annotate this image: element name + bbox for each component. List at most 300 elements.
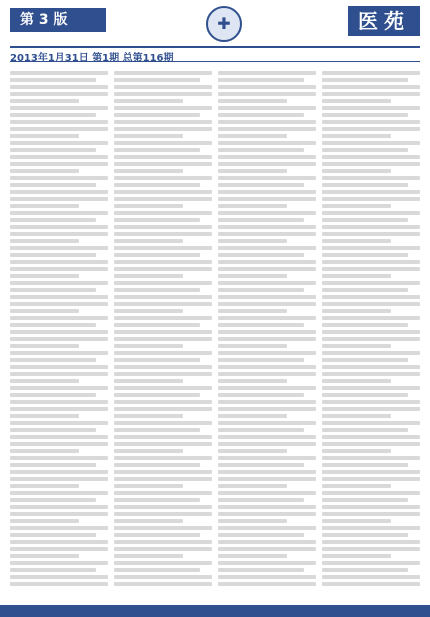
text-line-placeholder	[322, 316, 420, 320]
text-line-placeholder	[218, 274, 287, 278]
text-line-placeholder	[218, 232, 316, 236]
text-line-placeholder	[10, 435, 108, 439]
text-line-placeholder	[10, 463, 96, 467]
text-line-placeholder	[114, 169, 183, 173]
text-line-placeholder	[10, 190, 108, 194]
text-line-placeholder	[218, 379, 287, 383]
text-line-placeholder	[10, 386, 108, 390]
text-line-placeholder	[218, 442, 316, 446]
text-line-placeholder	[10, 99, 79, 103]
text-line-placeholder	[114, 470, 212, 474]
text-line-placeholder	[10, 302, 108, 306]
text-line-placeholder	[218, 449, 287, 453]
text-line-placeholder	[218, 512, 316, 516]
text-line-placeholder	[114, 540, 212, 544]
text-line-placeholder	[218, 169, 287, 173]
column-body	[322, 71, 420, 588]
text-line-placeholder	[218, 239, 287, 243]
text-line-placeholder	[218, 421, 316, 425]
text-line-placeholder	[322, 288, 408, 292]
text-line-placeholder	[10, 428, 96, 432]
text-line-placeholder	[10, 239, 79, 243]
text-line-placeholder	[114, 330, 212, 334]
text-line-placeholder	[114, 498, 200, 502]
text-line-placeholder	[10, 568, 96, 572]
text-line-placeholder	[10, 512, 108, 516]
text-line-placeholder	[218, 99, 287, 103]
text-line-placeholder	[10, 211, 108, 215]
text-line-placeholder	[322, 442, 420, 446]
text-line-placeholder	[218, 253, 304, 257]
text-line-placeholder	[10, 316, 108, 320]
text-line-placeholder	[218, 358, 304, 362]
text-line-placeholder	[322, 519, 391, 523]
text-line-placeholder	[114, 176, 212, 180]
text-line-placeholder	[10, 127, 108, 131]
text-line-placeholder	[114, 71, 212, 75]
text-line-placeholder	[322, 302, 420, 306]
text-line-placeholder	[10, 148, 96, 152]
text-line-placeholder	[322, 365, 420, 369]
text-line-placeholder	[114, 351, 212, 355]
text-line-placeholder	[114, 344, 183, 348]
text-line-placeholder	[218, 162, 316, 166]
text-line-placeholder	[114, 435, 212, 439]
text-line-placeholder	[10, 267, 108, 271]
text-line-placeholder	[322, 456, 420, 460]
text-line-placeholder	[114, 407, 212, 411]
text-line-placeholder	[114, 148, 200, 152]
text-line-placeholder	[114, 568, 200, 572]
text-line-placeholder	[322, 540, 420, 544]
text-line-placeholder	[218, 113, 304, 117]
text-line-placeholder	[322, 414, 391, 418]
text-line-placeholder	[114, 197, 212, 201]
text-line-placeholder	[218, 491, 316, 495]
text-line-placeholder	[218, 92, 316, 96]
text-line-placeholder	[322, 547, 420, 551]
text-line-placeholder	[10, 218, 96, 222]
text-line-placeholder	[322, 260, 420, 264]
text-line-placeholder	[114, 92, 212, 96]
text-line-placeholder	[114, 463, 200, 467]
text-line-placeholder	[10, 295, 108, 299]
text-line-placeholder	[218, 505, 316, 509]
text-line-placeholder	[114, 183, 200, 187]
text-line-placeholder	[114, 323, 200, 327]
text-line-placeholder	[218, 456, 316, 460]
text-line-placeholder	[114, 393, 200, 397]
text-line-placeholder	[114, 127, 212, 131]
text-line-placeholder	[114, 519, 183, 523]
text-line-placeholder	[218, 218, 304, 222]
text-line-placeholder	[218, 260, 316, 264]
text-line-placeholder	[218, 148, 304, 152]
text-line-placeholder	[322, 330, 420, 334]
text-line-placeholder	[218, 106, 316, 110]
text-line-placeholder	[322, 71, 420, 75]
text-line-placeholder	[10, 162, 108, 166]
column-body	[114, 71, 212, 588]
text-line-placeholder	[322, 470, 420, 474]
section-title: 医苑	[348, 6, 420, 36]
text-line-placeholder	[114, 232, 212, 236]
text-line-placeholder	[10, 554, 79, 558]
text-line-placeholder	[10, 225, 108, 229]
text-line-placeholder	[10, 246, 108, 250]
column-body	[10, 71, 108, 588]
text-line-placeholder	[218, 428, 304, 432]
text-line-placeholder	[10, 134, 79, 138]
text-line-placeholder	[218, 134, 287, 138]
text-line-placeholder	[218, 295, 316, 299]
text-line-placeholder	[114, 575, 212, 579]
text-line-placeholder	[322, 435, 420, 439]
text-line-placeholder	[322, 386, 420, 390]
text-line-placeholder	[322, 491, 420, 495]
text-line-placeholder	[322, 106, 420, 110]
text-line-placeholder	[114, 239, 183, 243]
text-line-placeholder	[10, 372, 108, 376]
text-line-placeholder	[10, 85, 108, 89]
text-line-placeholder	[114, 246, 212, 250]
text-line-placeholder	[218, 309, 287, 313]
text-line-placeholder	[10, 449, 79, 453]
text-line-placeholder	[218, 463, 304, 467]
text-line-placeholder	[322, 218, 408, 222]
text-line-placeholder	[322, 267, 420, 271]
text-line-placeholder	[322, 351, 420, 355]
text-line-placeholder	[322, 295, 420, 299]
text-line-placeholder	[114, 302, 212, 306]
text-line-placeholder	[10, 477, 108, 481]
text-line-placeholder	[10, 274, 79, 278]
text-line-placeholder	[218, 400, 316, 404]
text-line-placeholder	[10, 71, 108, 75]
text-line-placeholder	[10, 498, 96, 502]
text-line-placeholder	[10, 169, 79, 173]
text-line-placeholder	[218, 267, 316, 271]
text-line-placeholder	[10, 582, 108, 586]
text-line-placeholder	[114, 428, 200, 432]
text-line-placeholder	[114, 365, 212, 369]
text-line-placeholder	[218, 582, 316, 586]
text-line-placeholder	[114, 414, 183, 418]
text-line-placeholder	[322, 400, 420, 404]
text-line-placeholder	[114, 85, 212, 89]
column-body	[218, 71, 316, 588]
text-line-placeholder	[10, 260, 108, 264]
text-line-placeholder	[10, 323, 96, 327]
text-line-placeholder	[114, 106, 212, 110]
text-line-placeholder	[322, 225, 420, 229]
text-line-placeholder	[218, 190, 316, 194]
text-line-placeholder	[218, 211, 316, 215]
text-line-placeholder	[10, 344, 79, 348]
page-number: 第 3 版	[10, 8, 106, 32]
text-line-placeholder	[114, 281, 212, 285]
text-line-placeholder	[218, 141, 316, 145]
text-line-placeholder	[10, 407, 108, 411]
text-line-placeholder	[10, 491, 108, 495]
text-line-placeholder	[322, 484, 391, 488]
text-line-placeholder	[114, 211, 212, 215]
text-line-placeholder	[322, 274, 391, 278]
text-line-placeholder	[10, 330, 108, 334]
text-line-placeholder	[322, 78, 408, 82]
text-line-placeholder	[10, 183, 96, 187]
text-line-placeholder	[114, 533, 200, 537]
text-line-placeholder	[218, 344, 287, 348]
text-line-placeholder	[322, 428, 408, 432]
text-line-placeholder	[218, 78, 304, 82]
text-line-placeholder	[218, 281, 316, 285]
text-line-placeholder	[322, 526, 420, 530]
text-line-placeholder	[10, 78, 96, 82]
text-line-placeholder	[322, 99, 391, 103]
text-line-placeholder	[10, 540, 108, 544]
text-line-placeholder	[114, 316, 212, 320]
text-line-placeholder	[114, 162, 212, 166]
text-line-placeholder	[322, 358, 408, 362]
text-line-placeholder	[218, 351, 316, 355]
text-line-placeholder	[218, 533, 304, 537]
column-4	[322, 68, 420, 588]
text-line-placeholder	[218, 127, 316, 131]
text-line-placeholder	[218, 155, 316, 159]
text-line-placeholder	[218, 554, 287, 558]
text-line-placeholder	[322, 190, 420, 194]
text-line-placeholder	[114, 456, 212, 460]
text-line-placeholder	[218, 575, 316, 579]
text-line-placeholder	[114, 400, 212, 404]
text-line-placeholder	[322, 393, 408, 397]
text-line-placeholder	[218, 330, 316, 334]
text-line-placeholder	[322, 309, 391, 313]
text-line-placeholder	[10, 484, 79, 488]
text-line-placeholder	[114, 554, 183, 558]
text-line-placeholder	[114, 78, 200, 82]
text-line-placeholder	[114, 309, 183, 313]
text-line-placeholder	[218, 288, 304, 292]
text-line-placeholder	[218, 372, 316, 376]
text-line-placeholder	[10, 141, 108, 145]
text-line-placeholder	[218, 365, 316, 369]
text-line-placeholder	[10, 253, 96, 257]
column-3	[218, 68, 316, 588]
text-line-placeholder	[218, 498, 304, 502]
text-line-placeholder	[322, 120, 420, 124]
text-line-placeholder	[10, 421, 108, 425]
text-line-placeholder	[114, 155, 212, 159]
text-line-placeholder	[218, 414, 287, 418]
text-line-placeholder	[114, 442, 212, 446]
text-line-placeholder	[322, 204, 391, 208]
text-line-placeholder	[114, 484, 183, 488]
text-line-placeholder	[10, 176, 108, 180]
text-line-placeholder	[322, 533, 408, 537]
text-line-placeholder	[322, 197, 420, 201]
text-line-placeholder	[10, 379, 79, 383]
text-line-placeholder	[218, 477, 316, 481]
text-line-placeholder	[218, 197, 316, 201]
text-line-placeholder	[322, 512, 420, 516]
text-line-placeholder	[218, 540, 316, 544]
text-line-placeholder	[322, 554, 391, 558]
text-line-placeholder	[218, 204, 287, 208]
text-line-placeholder	[114, 505, 212, 509]
text-line-placeholder	[10, 106, 108, 110]
text-line-placeholder	[218, 71, 316, 75]
text-line-placeholder	[114, 120, 212, 124]
text-line-placeholder	[322, 155, 420, 159]
text-line-placeholder	[10, 155, 108, 159]
text-line-placeholder	[10, 575, 108, 579]
text-line-placeholder	[218, 484, 287, 488]
text-line-placeholder	[322, 141, 420, 145]
text-line-placeholder	[114, 449, 183, 453]
text-line-placeholder	[10, 92, 108, 96]
text-line-placeholder	[10, 526, 108, 530]
text-line-placeholder	[322, 323, 408, 327]
text-line-placeholder	[114, 218, 200, 222]
text-line-placeholder	[114, 547, 212, 551]
text-line-placeholder	[322, 183, 408, 187]
masthead	[10, 6, 420, 46]
text-line-placeholder	[10, 351, 108, 355]
text-line-placeholder	[114, 295, 212, 299]
text-line-placeholder	[10, 547, 108, 551]
text-line-placeholder	[10, 519, 79, 523]
text-line-placeholder	[322, 253, 408, 257]
text-line-placeholder	[218, 183, 304, 187]
text-line-placeholder	[10, 113, 96, 117]
text-line-placeholder	[114, 113, 200, 117]
text-line-placeholder	[322, 281, 420, 285]
text-line-placeholder	[322, 582, 420, 586]
text-line-placeholder	[114, 491, 212, 495]
text-line-placeholder	[322, 113, 408, 117]
text-line-placeholder	[322, 498, 408, 502]
text-line-placeholder	[114, 267, 212, 271]
text-line-placeholder	[322, 477, 420, 481]
column-2	[114, 68, 212, 588]
text-line-placeholder	[114, 477, 212, 481]
text-line-placeholder	[114, 134, 183, 138]
text-line-placeholder	[218, 435, 316, 439]
text-line-placeholder	[10, 505, 108, 509]
text-line-placeholder	[322, 337, 420, 341]
text-line-placeholder	[322, 232, 420, 236]
hospital-emblem-icon	[206, 6, 242, 42]
text-line-placeholder	[322, 148, 408, 152]
text-line-placeholder	[10, 414, 79, 418]
column-1	[10, 68, 108, 588]
text-line-placeholder	[10, 358, 96, 362]
text-line-placeholder	[10, 470, 108, 474]
text-line-placeholder	[322, 92, 420, 96]
text-line-placeholder	[218, 85, 316, 89]
text-line-placeholder	[322, 169, 391, 173]
text-line-placeholder	[322, 246, 420, 250]
text-line-placeholder	[218, 316, 316, 320]
text-line-placeholder	[322, 162, 420, 166]
text-line-placeholder	[218, 337, 316, 341]
text-line-placeholder	[10, 120, 108, 124]
text-line-placeholder	[114, 512, 212, 516]
text-line-placeholder	[322, 568, 408, 572]
text-line-placeholder	[218, 519, 287, 523]
text-line-placeholder	[322, 372, 420, 376]
text-line-placeholder	[218, 302, 316, 306]
text-line-placeholder	[114, 99, 183, 103]
text-line-placeholder	[114, 421, 212, 425]
text-line-placeholder	[114, 358, 200, 362]
text-line-placeholder	[218, 547, 316, 551]
text-line-placeholder	[218, 561, 316, 565]
text-line-placeholder	[114, 372, 212, 376]
text-line-placeholder	[10, 442, 108, 446]
text-line-placeholder	[322, 575, 420, 579]
text-line-placeholder	[218, 323, 304, 327]
text-line-placeholder	[10, 400, 108, 404]
text-line-placeholder	[10, 561, 108, 565]
text-line-placeholder	[322, 176, 420, 180]
issue-bar	[10, 46, 420, 62]
text-line-placeholder	[114, 386, 212, 390]
text-line-placeholder	[114, 288, 200, 292]
text-line-placeholder	[218, 176, 316, 180]
text-line-placeholder	[114, 274, 183, 278]
text-line-placeholder	[322, 449, 391, 453]
text-line-placeholder	[218, 225, 316, 229]
text-line-placeholder	[218, 246, 316, 250]
text-line-placeholder	[114, 141, 212, 145]
text-line-placeholder	[10, 533, 96, 537]
issue-line: 2013年1月31日 第1期 总第116期	[10, 53, 174, 64]
text-line-placeholder	[10, 456, 108, 460]
text-line-placeholder	[10, 204, 79, 208]
text-line-placeholder	[10, 337, 108, 341]
footer-bar	[0, 605, 430, 617]
text-line-placeholder	[114, 337, 212, 341]
text-line-placeholder	[114, 204, 183, 208]
text-line-placeholder	[218, 470, 316, 474]
text-line-placeholder	[218, 386, 316, 390]
text-line-placeholder	[322, 134, 391, 138]
text-line-placeholder	[322, 85, 420, 89]
text-line-placeholder	[10, 365, 108, 369]
text-line-placeholder	[322, 127, 420, 131]
text-line-placeholder	[114, 260, 212, 264]
text-line-placeholder	[114, 379, 183, 383]
text-line-placeholder	[10, 232, 108, 236]
text-line-placeholder	[218, 407, 316, 411]
text-line-placeholder	[322, 505, 420, 509]
text-line-placeholder	[218, 568, 304, 572]
text-line-placeholder	[10, 288, 96, 292]
text-line-placeholder	[218, 120, 316, 124]
text-line-placeholder	[114, 190, 212, 194]
article-columns	[10, 68, 420, 588]
text-line-placeholder	[218, 526, 316, 530]
text-line-placeholder	[322, 211, 420, 215]
text-line-placeholder	[10, 197, 108, 201]
text-line-placeholder	[114, 582, 212, 586]
text-line-placeholder	[322, 561, 420, 565]
text-line-placeholder	[322, 463, 408, 467]
text-line-placeholder	[10, 281, 108, 285]
